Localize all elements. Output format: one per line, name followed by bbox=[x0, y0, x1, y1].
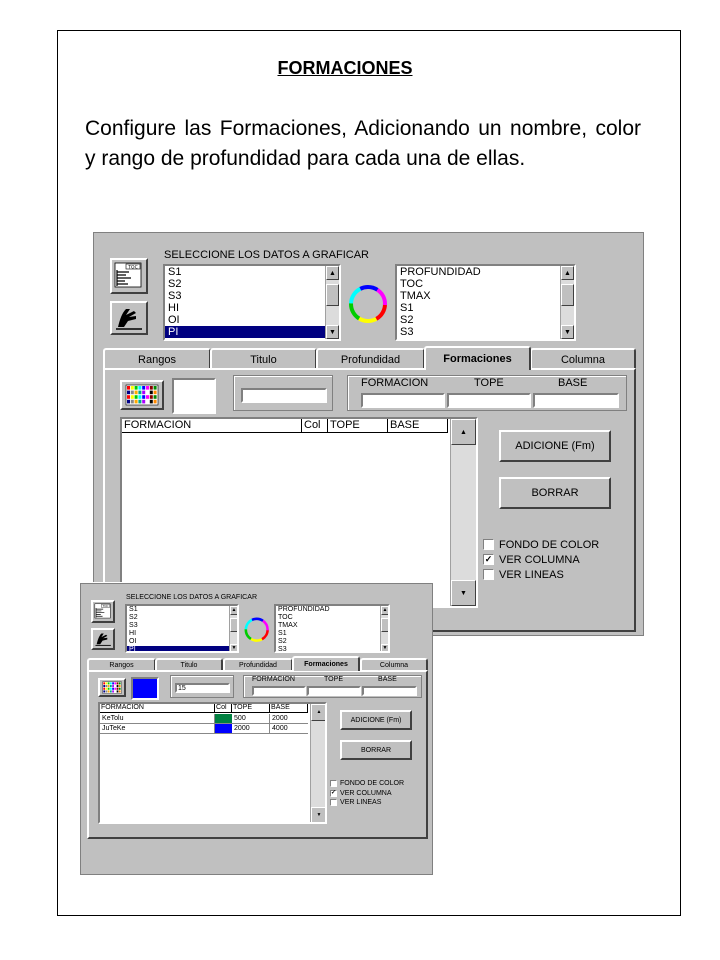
checkbox-label: VER COLUMNA bbox=[340, 789, 392, 797]
list-item[interactable]: HI bbox=[168, 302, 179, 314]
delete-button[interactable]: BORRAR bbox=[499, 477, 611, 509]
cell-tope[interactable]: 2000 bbox=[232, 724, 270, 734]
checkbox-label: VER LINEAS bbox=[499, 568, 564, 581]
cell-formacion[interactable]: JuTeKe bbox=[100, 724, 215, 734]
data-list-left[interactable] bbox=[125, 604, 239, 653]
scroll-thumb[interactable] bbox=[326, 284, 339, 306]
list-item[interactable]: HI bbox=[129, 630, 137, 637]
checkbox-ver-lineas[interactable] bbox=[330, 798, 381, 806]
list-item[interactable]: OI bbox=[129, 638, 137, 645]
scroll-thumb[interactable] bbox=[230, 618, 238, 632]
list-item[interactable]: PROFUNDIDAD bbox=[400, 266, 481, 278]
formaciones-window-small bbox=[80, 583, 433, 875]
cell-base[interactable]: 4000 bbox=[270, 724, 308, 734]
scroll-down-icon[interactable]: ▼ bbox=[451, 580, 476, 606]
select-data-label: SELECCIONE LOS DATOS A GRAFICAR bbox=[126, 594, 258, 601]
formation-name-input[interactable]: 15 bbox=[175, 683, 230, 693]
cell-formacion[interactable]: KeTolu bbox=[100, 714, 215, 724]
tab-rangos[interactable]: Rangos bbox=[103, 348, 211, 369]
list-item[interactable]: S1 bbox=[278, 630, 287, 637]
checkbox-box[interactable] bbox=[483, 569, 494, 580]
select-data-label: SELECCIONE LOS DATOS A GRAFICAR bbox=[164, 249, 369, 261]
data-list-left[interactable] bbox=[163, 264, 341, 341]
list-item[interactable]: PI bbox=[127, 646, 237, 653]
list-scrollbar[interactable] bbox=[560, 266, 574, 339]
data-list-right[interactable] bbox=[274, 604, 390, 653]
tope-input[interactable] bbox=[447, 393, 531, 408]
list-item[interactable]: TMAX bbox=[278, 622, 298, 629]
list-item[interactable]: S1 bbox=[168, 266, 182, 278]
list-item[interactable]: S3 bbox=[278, 646, 287, 653]
tab-formaciones[interactable]: Formaciones bbox=[292, 656, 360, 671]
scroll-down-icon[interactable]: ▼ bbox=[311, 807, 327, 824]
list-scrollbar[interactable] bbox=[229, 606, 238, 653]
tab-profundidad[interactable]: Profundidad bbox=[316, 348, 425, 369]
formacion-label: FORMACION bbox=[361, 377, 429, 389]
scroll-down-icon[interactable]: ▼ bbox=[231, 645, 237, 651]
table-header-base: BASE bbox=[270, 704, 308, 713]
formations-table[interactable] bbox=[120, 417, 478, 608]
list-item[interactable]: S3 bbox=[400, 326, 414, 338]
scroll-down-icon[interactable]: ▼ bbox=[561, 325, 574, 339]
color-palette-icon[interactable] bbox=[120, 380, 164, 410]
table-header-col: Col bbox=[302, 419, 328, 433]
cell-tope[interactable]: 500 bbox=[232, 714, 270, 724]
tab-titulo[interactable]: Titulo bbox=[155, 658, 223, 671]
checkbox-fondo-de-color[interactable] bbox=[330, 779, 404, 787]
cell-color[interactable] bbox=[215, 724, 232, 734]
document-title: FORMACIONES bbox=[277, 58, 413, 78]
base-input[interactable] bbox=[362, 686, 417, 696]
checkbox-ver-columna[interactable] bbox=[330, 789, 392, 797]
list-item[interactable]: TOC bbox=[278, 614, 293, 621]
table-header-base: BASE bbox=[388, 419, 448, 433]
hand-writing-icon[interactable] bbox=[91, 628, 115, 650]
checkbox-fondo-de-color[interactable] bbox=[483, 538, 599, 551]
table-row[interactable] bbox=[100, 724, 309, 734]
checkbox-label: VER LINEAS bbox=[340, 798, 382, 806]
scroll-up-icon[interactable]: ▲ bbox=[326, 266, 339, 280]
tope-label: TOPE bbox=[324, 676, 344, 683]
table-row[interactable] bbox=[100, 714, 309, 724]
tab-formaciones[interactable]: Formaciones bbox=[424, 346, 531, 370]
document-body: Configure las Formaciones, Adicionando un nombre, color y rango de profundidad para cada una de ellas. bbox=[85, 117, 641, 170]
formacion-input[interactable] bbox=[252, 686, 306, 696]
formaciones-window-large bbox=[93, 232, 644, 636]
svg-text:TOC: TOC bbox=[102, 604, 109, 608]
formation-name-input[interactable] bbox=[241, 388, 327, 403]
color-palette-icon[interactable] bbox=[98, 678, 126, 697]
add-formation-button[interactable]: ADICIONE (Fm) bbox=[340, 710, 412, 730]
scroll-up-icon[interactable]: ▲ bbox=[231, 607, 237, 613]
tab-rangos[interactable]: Rangos bbox=[87, 658, 156, 671]
color-swatch[interactable] bbox=[172, 378, 216, 414]
checkbox-ver-columna[interactable] bbox=[483, 553, 580, 566]
list-item[interactable]: S2 bbox=[400, 314, 414, 326]
list-item[interactable]: S2 bbox=[168, 278, 182, 290]
checkbox-box[interactable]: ✓ bbox=[330, 790, 337, 796]
base-input[interactable] bbox=[533, 393, 619, 408]
formacion-input[interactable] bbox=[361, 393, 445, 408]
scroll-up-icon[interactable]: ▲ bbox=[451, 419, 476, 445]
scroll-down-icon[interactable]: ▼ bbox=[326, 325, 339, 339]
color-wheel-icon[interactable] bbox=[345, 281, 391, 327]
formacion-label: FORMACION bbox=[252, 676, 295, 683]
tab-columna[interactable]: Columna bbox=[360, 658, 428, 671]
tab-titulo[interactable]: Titulo bbox=[210, 348, 317, 369]
checkbox-ver-lineas[interactable] bbox=[483, 568, 564, 581]
hand-writing-icon[interactable] bbox=[110, 301, 148, 335]
scroll-thumb[interactable] bbox=[381, 618, 389, 632]
checkbox-label: VER COLUMNA bbox=[499, 553, 580, 566]
list-item[interactable]: S1 bbox=[400, 302, 414, 314]
scroll-up-icon[interactable]: ▲ bbox=[382, 607, 388, 613]
formations-table[interactable] bbox=[98, 702, 327, 824]
list-scrollbar[interactable] bbox=[450, 419, 476, 606]
scroll-up-icon[interactable]: ▲ bbox=[311, 704, 327, 721]
tope-label: TOPE bbox=[474, 377, 504, 389]
checkbox-box[interactable]: ✓ bbox=[484, 554, 493, 564]
cell-color[interactable] bbox=[215, 714, 232, 724]
table-header-tope: TOPE bbox=[328, 419, 388, 433]
add-formation-button[interactable]: ADICIONE (Fm) bbox=[499, 430, 611, 462]
list-item[interactable]: TOC bbox=[400, 278, 424, 290]
delete-button[interactable]: BORRAR bbox=[340, 740, 412, 760]
toc-chart-icon[interactable] bbox=[110, 258, 148, 294]
base-label: BASE bbox=[378, 676, 397, 683]
checkbox-box[interactable] bbox=[330, 799, 337, 806]
list-item[interactable]: TMAX bbox=[400, 290, 431, 302]
base-label: BASE bbox=[558, 377, 588, 389]
checkbox-label: FONDO DE COLOR bbox=[499, 538, 600, 551]
list-scrollbar[interactable] bbox=[380, 606, 389, 653]
checkbox-label: FONDO DE COLOR bbox=[340, 779, 405, 787]
scroll-thumb[interactable] bbox=[561, 284, 574, 306]
checkbox-box[interactable] bbox=[330, 780, 337, 787]
tab-profundidad[interactable]: Profundidad bbox=[223, 658, 293, 671]
table-header-formacion: FORMACION bbox=[100, 704, 215, 713]
list-item[interactable]: S2 bbox=[278, 638, 287, 645]
color-wheel-icon[interactable] bbox=[242, 615, 271, 644]
data-list-right[interactable] bbox=[395, 264, 576, 341]
list-item[interactable]: S3 bbox=[168, 290, 182, 302]
list-item[interactable]: S3 bbox=[129, 622, 138, 629]
toc-chart-icon[interactable] bbox=[91, 600, 115, 623]
table-header-col: Col bbox=[215, 704, 232, 713]
list-item[interactable]: S2 bbox=[129, 614, 138, 621]
checkbox-box[interactable] bbox=[483, 539, 494, 550]
cell-base[interactable]: 2000 bbox=[270, 714, 308, 724]
color-swatch[interactable] bbox=[131, 677, 159, 700]
list-scrollbar[interactable] bbox=[325, 266, 339, 339]
table-header-tope: TOPE bbox=[232, 704, 270, 713]
list-item[interactable]: PROFUNDIDAD bbox=[278, 606, 330, 613]
list-scrollbar[interactable] bbox=[310, 704, 327, 824]
tope-input[interactable] bbox=[307, 686, 361, 696]
tab-columna[interactable]: Columna bbox=[530, 348, 636, 369]
list-item[interactable]: PI bbox=[165, 326, 339, 338]
scroll-down-icon[interactable]: ▼ bbox=[382, 645, 388, 651]
svg-text:TOC: TOC bbox=[128, 265, 138, 271]
list-item[interactable]: S1 bbox=[129, 606, 138, 613]
table-header-formacion: FORMACION bbox=[122, 419, 302, 433]
list-item[interactable]: OI bbox=[168, 314, 180, 326]
scroll-up-icon[interactable]: ▲ bbox=[561, 266, 574, 280]
